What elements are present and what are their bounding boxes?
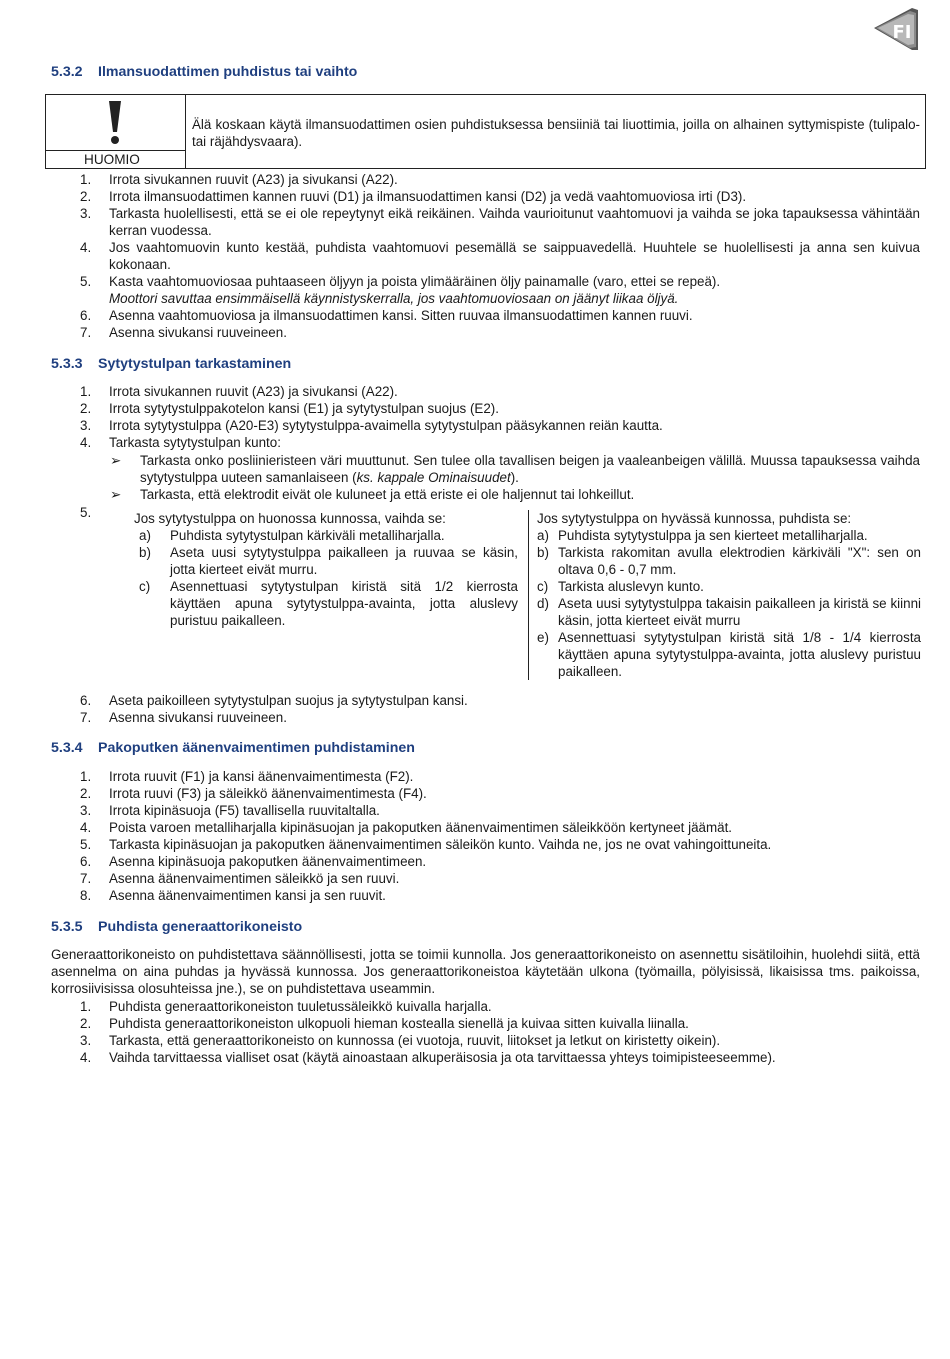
step-number: 1. bbox=[80, 769, 92, 784]
section-number: 5.3.3 bbox=[51, 356, 83, 372]
step-text: Irrota sytytystulppakotelon kansi (E1) ja sytytystulpan suojus (E2). bbox=[109, 401, 499, 416]
item-text: Aseta uusi sytytystulppa paikalleen ja ruuvaa se käsin, jotta kierteet eivät murru. bbox=[170, 545, 518, 577]
item-text: Tarkista aluslevyn kunto. bbox=[558, 579, 704, 594]
section-title: Pakoputken äänenvaimentimen puhdistaminen bbox=[98, 740, 415, 756]
step-number: 7. bbox=[80, 710, 92, 725]
step-number: 2. bbox=[80, 1016, 92, 1031]
column-bad-condition bbox=[134, 510, 518, 629]
step-text: Tarkasta sytytystulpan kunto: bbox=[109, 435, 281, 450]
step-text: Irrota ruuvit (F1) ja kansi äänenvaimentimesta (F2). bbox=[109, 769, 414, 784]
item-letter: a) bbox=[537, 528, 549, 543]
column-good-condition bbox=[537, 510, 921, 680]
section-title: Ilmansuodattimen puhdistus tai vaihto bbox=[98, 64, 358, 80]
step-number: 8. bbox=[80, 888, 92, 903]
warning-box bbox=[45, 94, 926, 169]
bullet-text bbox=[140, 452, 920, 486]
step-number: 4. bbox=[80, 1050, 92, 1065]
step-number: 4. bbox=[80, 820, 92, 835]
step-text: Asenna sivukansi ruuveineen. bbox=[109, 710, 287, 725]
step-number: 3. bbox=[80, 803, 92, 818]
step-text: Asenna äänenvaimentimen kansi ja sen ruuvit. bbox=[109, 888, 386, 903]
step-number: 2. bbox=[80, 786, 92, 801]
step-text: Poista varoen metalliharjalla kipinäsuojan ja pakoputken äänenvaimentimen säleikköön kertyneet jäämät. bbox=[109, 820, 733, 835]
exclamation-icon bbox=[106, 99, 124, 145]
step-number: 5. bbox=[80, 505, 92, 520]
step-text: Asenna sivukansi ruuveineen. bbox=[109, 325, 287, 340]
step-text: Puhdista generaattorikoneiston ulkopuoli hieman kostealla sienellä ja kuivaa sitten kuivalla liinalla. bbox=[109, 1016, 689, 1031]
step-number: 5. bbox=[80, 274, 92, 289]
step-number: 1. bbox=[80, 172, 92, 187]
section-number: 5.3.2 bbox=[51, 64, 83, 80]
step-number: 6. bbox=[80, 693, 92, 708]
step-text: Irrota kipinäsuoja (F5) tavallisella ruuvitaltalla. bbox=[109, 803, 380, 818]
step-number: 2. bbox=[80, 401, 92, 416]
item-letter: b) bbox=[537, 545, 549, 560]
column-divider bbox=[528, 510, 529, 680]
step-number: 1. bbox=[80, 384, 92, 399]
column-heading: Jos sytytystulppa on hyvässä kunnossa, puhdista se: bbox=[537, 511, 852, 526]
section-heading-533 bbox=[51, 356, 291, 372]
step-text: Kasta vaahtomuoviosaa puhtaaseen öljyyn ja poista ylimääräinen öljy painamalle (varo, ettei se repeä). bbox=[109, 274, 721, 289]
badge-letters: FI bbox=[892, 22, 912, 43]
bullet-text-part: ). bbox=[510, 470, 519, 485]
item-letter: b) bbox=[139, 545, 151, 560]
section-heading-532 bbox=[51, 64, 357, 80]
section-heading-535 bbox=[51, 919, 302, 935]
section-title: Puhdista generaattorikoneisto bbox=[98, 919, 303, 935]
item-text: Tarkista rakomitan avulla elektrodien kärkiväli "X": sen on oltava 0,6 - 0,7 mm. bbox=[558, 545, 921, 577]
step-number: 6. bbox=[80, 308, 92, 323]
step-number: 4. bbox=[80, 435, 92, 450]
step-number: 6. bbox=[80, 854, 92, 869]
section-title: Sytytystulpan tarkastaminen bbox=[98, 356, 292, 372]
step-number: 7. bbox=[80, 325, 92, 340]
step-text: Tarkasta kipinäsuojan ja pakoputken äänenvaimentimen säleikön kunto. Vaihda ne, jos ne ovat vahingoittuneita. bbox=[109, 837, 772, 852]
bullet-text: Tarkasta, että elektrodit eivät ole kuluneet ja että eriste ei ole haljennut tai lohkeillut. bbox=[140, 487, 635, 502]
bullet-text-part: Tarkasta onko posliinieristeen väri muuttunut. Sen tulee olla tavallisen beigen ja vaaleanbeigen välillä. Muussa tapauksessa vaihda sytytystulppa uuteen samanlaiseen ( bbox=[140, 453, 920, 485]
step-text: Aseta paikoilleen sytytystulpan suojus ja sytytystulpan kansi. bbox=[109, 693, 468, 708]
step-number: 2. bbox=[80, 189, 92, 204]
item-letter: c) bbox=[139, 579, 151, 594]
step-text: Irrota ruuvi (F3) ja säleikkö äänenvaimentimesta (F4). bbox=[109, 786, 427, 801]
arrow-bullet-icon: ➢ bbox=[110, 487, 122, 502]
column-heading: Jos sytytystulppa on huonossa kunnossa, vaihda se: bbox=[134, 511, 446, 526]
item-letter: e) bbox=[537, 630, 549, 645]
warning-icon-cell bbox=[46, 95, 186, 168]
step-number: 1. bbox=[80, 999, 92, 1014]
step-text: Asenna äänenvaimentimen säleikkö ja sen ruuvi. bbox=[109, 871, 400, 886]
step-text: Asenna vaahtomuoviosa ja ilmansuodattimen kansi. Sitten ruuvaa ilmansuodattimen kannen ruuvi. bbox=[109, 308, 693, 323]
section-number: 5.3.5 bbox=[51, 919, 83, 935]
step-text: Puhdista generaattorikoneiston tuuletussäleikkö kuivalla harjalla. bbox=[109, 999, 492, 1014]
step-number: 3. bbox=[80, 1033, 92, 1048]
step-note: Moottori savuttaa ensimmäisellä käynnistyskerralla, jos vaahtomuoviosaan on jäänyt liikaa öljyä. bbox=[109, 291, 679, 306]
warning-label: HUOMIO bbox=[46, 150, 185, 168]
intro-paragraph: Generaattorikoneisto on puhdistettava säännöllisesti, jotta se toimii kunnolla. Jos generaattorikoneisto on asennettu sisätiloihin, huolehdi siitä, että asennelma on aina puhdas ja hyvässä kunnossa. Jos generaattorikoneistoa käytetään ulkona (työmailla, pölyisissä, likaisissa tms. paikoissa, korrosiivisissa olosuhteissa jne.), se on puhdistettava useammin. bbox=[51, 947, 920, 996]
step-number: 4. bbox=[80, 240, 92, 255]
item-letter: d) bbox=[537, 596, 549, 611]
bullet-text-italic: ks. kappale Ominaisuudet bbox=[356, 470, 511, 485]
step-text: Irrota ilmansuodattimen kannen ruuvi (D1) ja ilmansuodattimen kansi (D2) ja vedä vaahtomuoviosa irti (D3). bbox=[109, 189, 747, 204]
item-letter: a) bbox=[139, 528, 151, 543]
section-number: 5.3.4 bbox=[51, 740, 83, 756]
item-text: Asennettuasi sytytystulpan kiristä sitä 1/8 - 1/4 kierrosta käyttäen apuna sytytystulppa-avainta, jotta aluslevy puristuu paikalleen. bbox=[558, 630, 921, 679]
step-text: Asenna kipinäsuoja pakoputken äänenvaimentimeen. bbox=[109, 854, 427, 869]
item-text: Aseta uusi sytytystulppa takaisin paikalleen ja kiristä se kiinni käsin, jotta kierteet eivät murru bbox=[558, 596, 921, 628]
step-text: Irrota sivukannen ruuvit (A23) ja sivukansi (A22). bbox=[109, 384, 398, 399]
arrow-bullet-icon: ➢ bbox=[110, 453, 122, 468]
item-text: Puhdista sytytystulppa ja sen kierteet metalliharjalla. bbox=[558, 528, 868, 543]
step-text: Jos vaahtomuovin kunto kestää, puhdista vaahtomuovi pesemällä se saippuavedellä. Huuhtele se huolellisesti ja anna sen kuivua kokonaan. bbox=[109, 240, 920, 272]
item-letter: c) bbox=[537, 579, 549, 594]
item-text: Puhdista sytytystulpan kärkiväli metalliharjalla. bbox=[170, 528, 445, 543]
step-text: Irrota sivukannen ruuvit (A23) ja sivukansi (A22). bbox=[109, 172, 398, 187]
step-number: 5. bbox=[80, 837, 92, 852]
step-number: 3. bbox=[80, 418, 92, 433]
warning-text: Älä koskaan käytä ilmansuodattimen osien puhdistuksessa bensiiniä tai liuottimia, joilla on alhainen syttymispiste (tulipalo- tai räjähdysvaara). bbox=[192, 117, 920, 149]
step-text: Irrota sytytystulppa (A20-E3) sytytystulppa-avaimella sytytystulpan pääsykannen reiän kautta. bbox=[109, 418, 663, 433]
step-number: 3. bbox=[80, 206, 92, 221]
step-text: Tarkasta huolellisesti, että se ei ole repeytynyt eikä reikäinen. Vaihda vaurioitunut vaahtomuovi ja vaihda se joka tapauksessa vähintään kerran vuodessa. bbox=[109, 206, 920, 238]
section-heading-534 bbox=[51, 740, 415, 756]
step-number: 7. bbox=[80, 871, 92, 886]
language-badge-icon bbox=[872, 6, 920, 52]
step-text: Tarkasta, että generaattorikoneisto on kunnossa (ei vuotoja, ruuvit, liitokset ja letkut on kiristetty oikein). bbox=[109, 1033, 721, 1048]
item-text: Asennettuasi sytytystulpan kiristä sitä 1/2 kierrosta käyttäen apuna sytytystulppa-avainta, jotta aluslevy puristuu paikalleen. bbox=[170, 579, 518, 628]
step-text: Vaihda tarvittaessa vialliset osat (käytä ainoastaan alkuperäisosia ja ota tarvittaessa yhteys toimipisteeseemme). bbox=[109, 1050, 776, 1065]
